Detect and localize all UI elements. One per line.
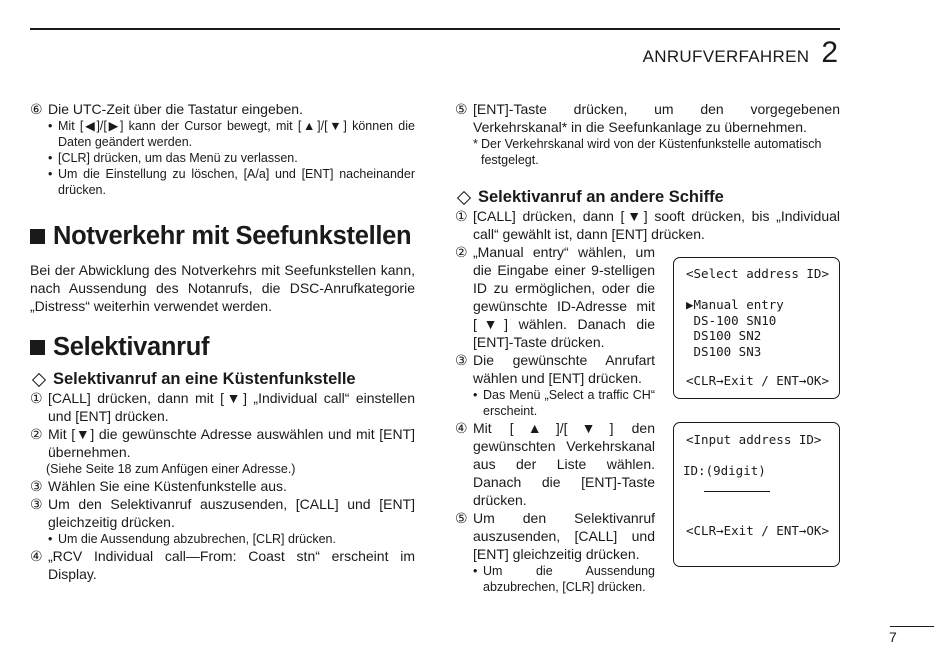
screen-item: ▶Manual entry	[686, 297, 784, 312]
step-1: ① [CALL] drücken, dann [▼] sooft drücken, bis „Individual call“ gewählt ist, dann [ENT] drücken.	[455, 208, 840, 242]
step-2: ② Mit [▼] die gewünschte Adresse auswählen und mit [ENT] übernehmen.	[30, 426, 415, 460]
diamond-icon	[32, 372, 46, 386]
step-2: ② „Manual entry“ wählen, um die Eingabe einer 9-stelligen ID zu ermöglichen, oder die gewünschte ID-Adresse mit [▼] wählen. Danach die [ENT]-Taste drücken.	[455, 244, 655, 350]
section-heading-selektivanruf: Selektivanruf	[30, 333, 415, 362]
page-number: 7	[889, 629, 897, 645]
id-input-underline	[704, 491, 770, 492]
display-select-address	[673, 257, 840, 399]
chapter-number: 2	[821, 36, 838, 69]
diamond-icon	[457, 190, 471, 204]
bullet-traffic-ch: • Das Menü „Select a traffic CH“ erscheint.	[473, 388, 655, 418]
header-rule	[30, 28, 840, 30]
footer-rule	[890, 626, 934, 627]
footnote: * Der Verkehrskanal wird von der Küstenfunkstelle automatisch festgelegt.	[473, 137, 822, 167]
screen-title: <Select address ID>	[686, 266, 829, 281]
screen-id-label: ID:(9digit)	[683, 463, 766, 478]
section-heading-notverkehr: Notverkehr mit Seefunkstellen	[30, 222, 415, 251]
screen-title: <Input address ID>	[686, 432, 822, 447]
subheading-kuestenfunkstelle: Selektivanruf an eine Küstenfunkstelle	[30, 370, 415, 389]
screen-footer: <CLR→Exit / ENT→OK>	[686, 523, 829, 538]
step-3: ③ Die gewünschte Anrufart wählen und [ENT] drücken.	[455, 352, 655, 386]
notverkehr-paragraph: Bei der Abwicklung des Notverkehrs mit Seefunkstellen kann, nach Aussendung des Notanrufs, die DSC-Anrufkategorie „Distress“ weiterhin verwendet werden.	[30, 262, 415, 314]
step-number: ⑥	[30, 101, 43, 117]
bullet-abort: • Um die Aussendung abzubrechen, [CLR] drücken.	[48, 532, 336, 546]
chapter-header	[643, 36, 838, 70]
subheading-andere-schiffe: Selektivanruf an andere Schiffe	[455, 188, 840, 207]
bullet-abort: • Um die Aussendung abzubrechen, [CLR] drücken.	[473, 564, 655, 594]
step-text: Die UTC-Zeit über die Tastatur eingeben.	[48, 101, 303, 117]
screen-item: DS100 SN2	[686, 328, 762, 343]
step-5-top: ⑤ [ENT]-Taste drücken, um den vorgegebenen Verkehrskanal* in die Seefunkanlage zu übernehmen.	[455, 101, 840, 135]
step-4: ④ Mit [▲]/[▼] den gewünschten Verkehrskanal aus der Liste wählen. Danach die [ENT]-Taste drücken.	[455, 420, 655, 508]
chapter-title: ANRUFVERFAHREN	[642, 47, 810, 66]
note-address: (Siehe Seite 18 zum Anfügen einer Adresse.)	[46, 462, 296, 476]
square-bullet-icon	[30, 340, 45, 355]
screen-footer: <CLR→Exit / ENT→OK>	[686, 373, 829, 388]
bullet-clear: • Um die Einstellung zu löschen, [A/a] und [ENT] nacheinander drücken.	[48, 167, 415, 197]
step-3a: ③ Wählen Sie eine Küstenfunkstelle aus.	[30, 478, 287, 494]
step-3b: ③ Um den Selektivanruf auszusenden, [CALL] und [ENT] gleichzeitig drücken.	[30, 496, 415, 530]
display-input-address	[673, 422, 840, 567]
left-column	[30, 100, 415, 583]
screen-item: DS-100 SN10	[686, 313, 777, 328]
step-5: ⑤ Um den Selektivanruf auszusenden, [CALL] und [ENT] gleichzeitig drücken.	[455, 510, 655, 562]
step-4: ④ „RCV Individual call—From: Coast stn“ erscheint im Display.	[30, 548, 415, 582]
square-bullet-icon	[30, 229, 45, 244]
step-1: ① [CALL] drücken, dann mit [▼] „Individual call“ einstellen und [ENT] drücken.	[30, 390, 415, 424]
screen-item: DS100 SN3	[686, 344, 762, 359]
step-6	[30, 100, 415, 118]
bullet-clr: • [CLR] drücken, um das Menü zu verlassen.	[48, 151, 298, 165]
bullet-cursor: • Mit [◀]/[▶] kann der Cursor bewegt, mit [▲]/[▼] können die Daten geändert werden.	[48, 119, 415, 149]
